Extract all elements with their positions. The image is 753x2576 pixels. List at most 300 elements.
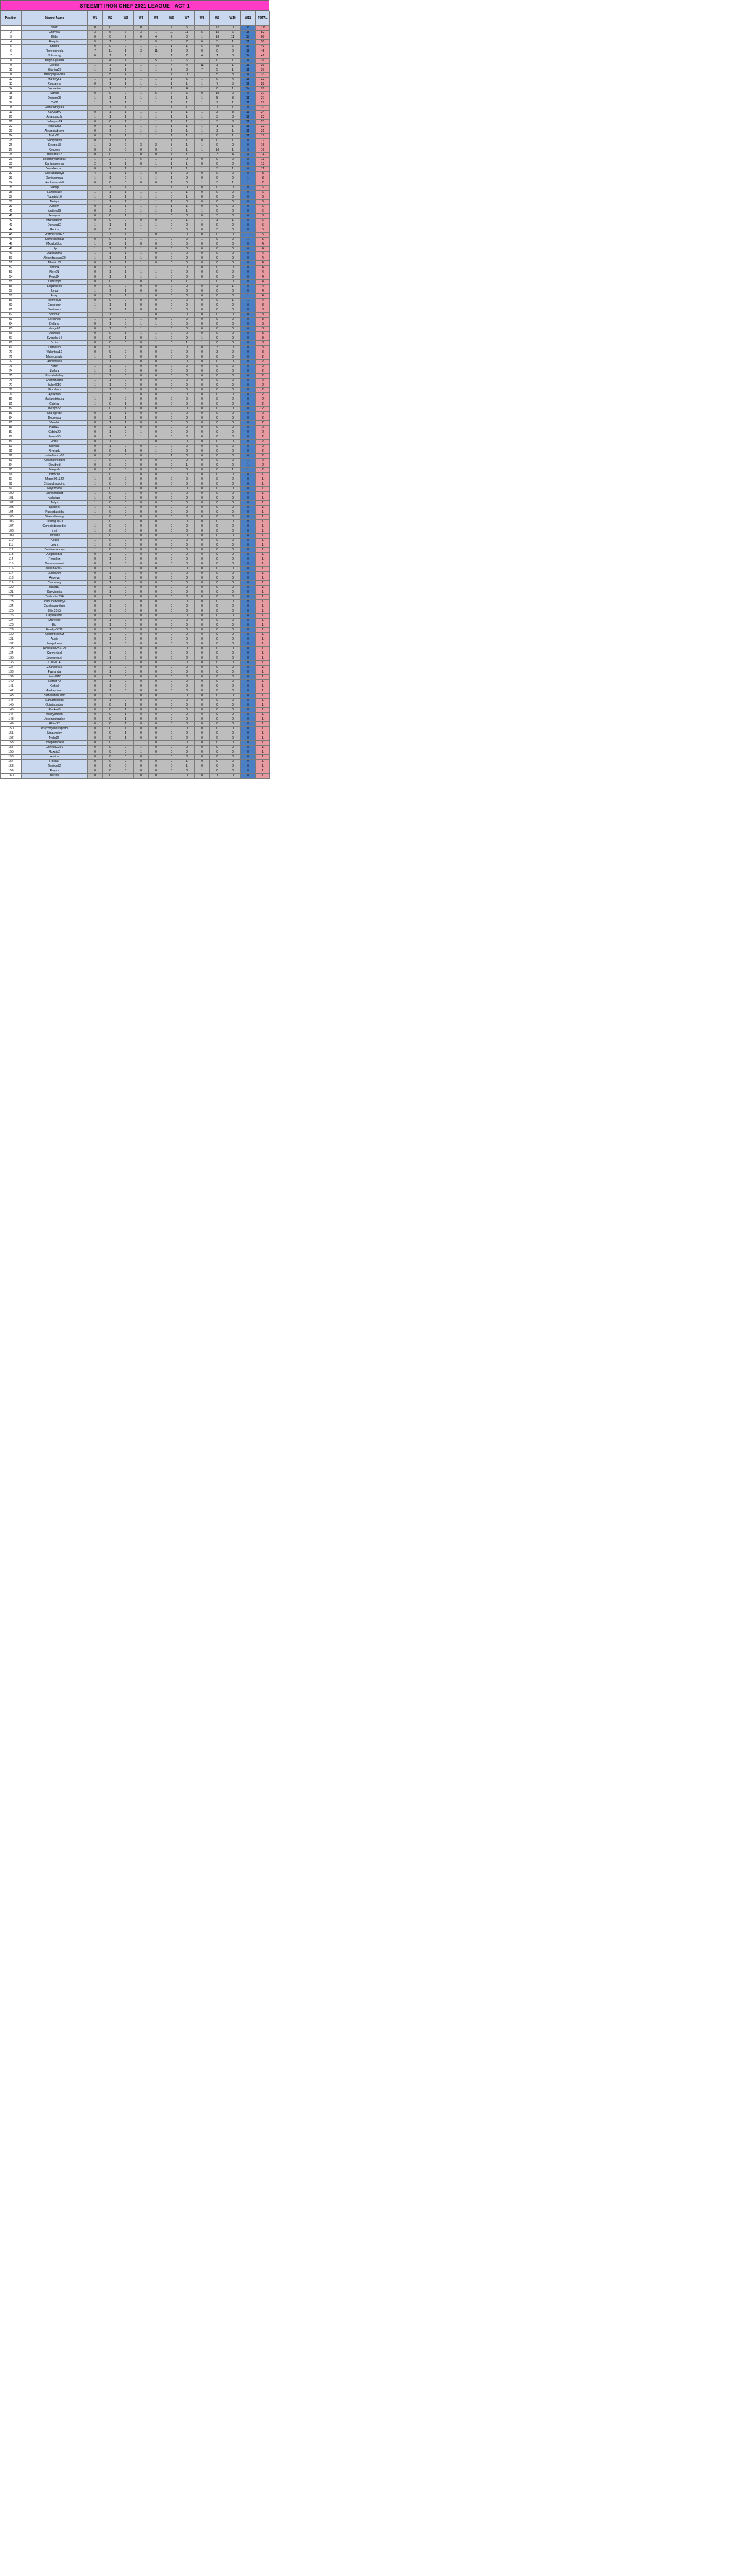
cell-w5: 0: [149, 708, 164, 713]
cell-name: Meivys: [22, 200, 88, 205]
cell-name: Mariarodriguez: [22, 397, 88, 402]
cell-w5: 0: [149, 435, 164, 440]
cell-w7: 0: [179, 567, 195, 572]
cell-w7: 0: [179, 656, 195, 661]
cell-w3: 1: [118, 195, 134, 200]
cell-w7: 0: [179, 459, 195, 463]
cell-total: 2: [256, 379, 270, 383]
cell-w2: 1: [103, 125, 118, 129]
cell-position: 105: [1, 515, 22, 520]
cell-w4: 3: [134, 31, 149, 35]
cell-w11: 0: [241, 557, 256, 562]
cell-w1: 0: [88, 266, 103, 270]
cell-total: 1: [256, 501, 270, 506]
cell-w2: 1: [103, 416, 118, 421]
cell-w11: 0: [241, 760, 256, 764]
cell-w10: 0: [225, 524, 241, 529]
cell-position: 5: [1, 45, 22, 49]
cell-w1: 0: [88, 562, 103, 567]
cell-w6: 1: [164, 167, 179, 172]
cell-w8: 0: [195, 755, 210, 760]
cell-w5: 0: [149, 242, 164, 247]
cell-w10: 0: [225, 336, 241, 341]
header-w8: W8: [195, 11, 210, 26]
cell-w10: 0: [225, 435, 241, 440]
cell-w5: 0: [149, 670, 164, 675]
cell-w9: 0: [210, 496, 225, 501]
cell-name: Anandavzla: [22, 115, 88, 120]
cell-w10: 1: [225, 129, 241, 134]
cell-w5: 1: [149, 191, 164, 195]
cell-w9: 0: [210, 572, 225, 576]
cell-w4: 0: [134, 506, 149, 510]
cell-total: 27: [256, 96, 270, 101]
cell-w6: 0: [164, 219, 179, 223]
cell-w2: 1: [103, 562, 118, 567]
cell-position: 38: [1, 200, 22, 205]
cell-position: 59: [1, 299, 22, 303]
cell-w3: 0: [118, 430, 134, 435]
cell-w3: 1: [118, 449, 134, 454]
cell-w6: 0: [164, 303, 179, 308]
table-row: [1, 68, 270, 73]
cell-name: Keydoce: [22, 148, 88, 153]
cell-name: A-alice: [22, 755, 88, 760]
table-row: [1, 355, 270, 360]
cell-w9: 0: [210, 689, 225, 694]
cell-name: Luismiguel23: [22, 520, 88, 524]
cell-w3: 0: [118, 581, 134, 586]
cell-w3: 0: [118, 651, 134, 656]
cell-w11: 0: [241, 477, 256, 482]
cell-w4: 1: [134, 92, 149, 96]
cell-w10: 4: [225, 78, 241, 82]
cell-w8: 0: [195, 482, 210, 487]
cell-w6: 0: [164, 430, 179, 435]
cell-w2: 1: [103, 670, 118, 675]
cell-w9: 0: [210, 421, 225, 426]
cell-w1: 0: [88, 694, 103, 699]
cell-w9: 1: [210, 125, 225, 129]
cell-w9: 0: [210, 717, 225, 722]
cell-w3: 0: [118, 600, 134, 604]
cell-w7: 0: [179, 445, 195, 449]
cell-w6: 0: [164, 731, 179, 736]
cell-w10: 0: [225, 548, 241, 553]
cell-w6: 1: [164, 101, 179, 106]
cell-w8: 1: [195, 59, 210, 64]
cell-w6: 1: [164, 87, 179, 92]
cell-w8: 0: [195, 327, 210, 332]
cell-w10: 0: [225, 510, 241, 515]
cell-position: 51: [1, 261, 22, 266]
cell-w7: 0: [179, 228, 195, 233]
cell-w6: 0: [164, 651, 179, 656]
cell-w8: 1: [195, 120, 210, 125]
table-row: [1, 341, 270, 346]
cell-total: 1: [256, 769, 270, 774]
cell-w5: 1: [149, 68, 164, 73]
cell-total: 2: [256, 402, 270, 407]
cell-w7: 0: [179, 736, 195, 741]
cell-w7: 0: [179, 426, 195, 430]
cell-w10: 0: [225, 769, 241, 774]
cell-w1: 1: [88, 308, 103, 313]
cell-w10: 0: [225, 252, 241, 256]
cell-w11: 17: [241, 35, 256, 40]
cell-name: Nahumsamuel: [22, 562, 88, 567]
cell-w10: 0: [225, 421, 241, 426]
cell-w1: 1: [88, 96, 103, 101]
cell-position: 64: [1, 322, 22, 327]
cell-w5: 1: [149, 445, 164, 449]
cell-w1: 0: [88, 689, 103, 694]
cell-position: 89: [1, 440, 22, 445]
cell-name: Sonimar: [22, 313, 88, 318]
cell-total: 1: [256, 590, 270, 595]
table-row: [1, 26, 270, 31]
table-row: [1, 449, 270, 454]
cell-w3: 0: [118, 699, 134, 703]
cell-w4: 0: [134, 600, 149, 604]
cell-w5: 0: [149, 383, 164, 388]
cell-w2: 11: [103, 49, 118, 54]
cell-w11: 0: [241, 421, 256, 426]
cell-w3: 0: [118, 463, 134, 468]
cell-w8: 1: [195, 143, 210, 148]
cell-w9: 0: [210, 553, 225, 557]
cell-w7: 1: [179, 120, 195, 125]
cell-w2: 1: [103, 205, 118, 209]
cell-total: 2: [256, 440, 270, 445]
cell-total: 4: [256, 266, 270, 270]
cell-total: 2: [256, 445, 270, 449]
cell-w4: 1: [134, 214, 149, 219]
cell-w6: 0: [164, 350, 179, 355]
cell-w9: 5: [210, 73, 225, 78]
cell-w5: 1: [149, 266, 164, 270]
cell-w9: 0: [210, 529, 225, 534]
cell-total: 32: [256, 78, 270, 82]
cell-w4: 0: [134, 567, 149, 572]
cell-w1: 0: [88, 449, 103, 454]
cell-w3: 0: [118, 393, 134, 397]
cell-w5: 1: [149, 162, 164, 167]
cell-w11: 11: [241, 129, 256, 134]
cell-w7: 0: [179, 562, 195, 567]
cell-w5: 0: [149, 492, 164, 496]
cell-w1: 0: [88, 332, 103, 336]
cell-w11: 0: [241, 487, 256, 492]
cell-w8: 0: [195, 449, 210, 454]
cell-total: 6: [256, 209, 270, 214]
cell-w10: 0: [225, 322, 241, 327]
cell-position: 84: [1, 416, 22, 421]
cell-w8: 0: [195, 600, 210, 604]
table-row: [1, 59, 270, 64]
header-w1: W1: [88, 11, 103, 26]
cell-w8: 1: [195, 106, 210, 111]
cell-w10: 0: [225, 350, 241, 355]
cell-position: 150: [1, 727, 22, 731]
cell-w2: 1: [103, 369, 118, 374]
cell-w6: 0: [164, 379, 179, 383]
cell-w8: 5: [195, 31, 210, 35]
cell-w9: 0: [210, 628, 225, 633]
cell-total: 4: [256, 299, 270, 303]
cell-w7: 0: [179, 318, 195, 322]
cell-w6: 0: [164, 289, 179, 294]
cell-w1: 1: [88, 534, 103, 539]
table-row: [1, 153, 270, 158]
cell-w9: 0: [210, 651, 225, 656]
cell-w11: 4: [241, 153, 256, 158]
cell-name: Danielish: [22, 346, 88, 350]
cell-w10: 0: [225, 313, 241, 318]
cell-w5: 0: [149, 524, 164, 529]
cell-w7: 0: [179, 637, 195, 642]
cell-w1: 3: [88, 31, 103, 35]
cell-name: Ajosefina: [22, 393, 88, 397]
cell-w8: 1: [195, 35, 210, 40]
cell-w11: 0: [241, 539, 256, 543]
cell-w4: 0: [134, 515, 149, 520]
cell-w7: 0: [179, 689, 195, 694]
cell-w8: 1: [195, 101, 210, 106]
cell-w5: 0: [149, 463, 164, 468]
cell-w11: 11: [241, 111, 256, 115]
cell-name: Margoth: [22, 468, 88, 473]
cell-w11: 0: [241, 191, 256, 195]
cell-name: Karla-jaen: [22, 496, 88, 501]
cell-w9: 3: [210, 111, 225, 115]
cell-w2: 0: [103, 45, 118, 49]
cell-w10: 0: [225, 318, 241, 322]
cell-total: 1: [256, 703, 270, 708]
cell-total: 1: [256, 713, 270, 717]
cell-w3: 0: [118, 482, 134, 487]
cell-w10: 0: [225, 619, 241, 623]
cell-w2: 1: [103, 567, 118, 572]
cell-total: 24: [256, 111, 270, 115]
cell-w7: 0: [179, 275, 195, 280]
cell-total: 1: [256, 708, 270, 713]
cell-w6: 0: [164, 680, 179, 684]
cell-w9: 0: [210, 595, 225, 600]
cell-w5: 0: [149, 647, 164, 651]
cell-w7: 0: [179, 355, 195, 360]
cell-position: 114: [1, 557, 22, 562]
table-row: [1, 760, 270, 764]
cell-w8: 0: [195, 256, 210, 261]
cell-name: Drhira: [22, 341, 88, 346]
cell-w4: 1: [134, 209, 149, 214]
cell-w10: 1: [225, 148, 241, 153]
cell-w10: 0: [225, 158, 241, 162]
cell-w10: 0: [225, 774, 241, 779]
cell-w11: 0: [241, 774, 256, 779]
cell-w7: 0: [179, 515, 195, 520]
cell-w10: 0: [225, 205, 241, 209]
cell-w2: 0: [103, 543, 118, 548]
cell-w9: 0: [210, 736, 225, 741]
cell-position: 117: [1, 572, 22, 576]
cell-position: 30: [1, 162, 22, 167]
cell-w1: 0: [88, 642, 103, 647]
cell-w10: 0: [225, 463, 241, 468]
table-row: [1, 515, 270, 520]
table-row: [1, 661, 270, 666]
cell-w10: 0: [225, 275, 241, 280]
cell-total: 2: [256, 468, 270, 473]
cell-w11: 0: [241, 318, 256, 322]
cell-w2: 1: [103, 96, 118, 101]
cell-w11: 0: [241, 350, 256, 355]
cell-w5: 0: [149, 637, 164, 642]
cell-w4: 0: [134, 473, 149, 477]
cell-total: 49: [256, 45, 270, 49]
cell-w8: 0: [195, 595, 210, 600]
cell-w4: 0: [134, 393, 149, 397]
cell-w7: 0: [179, 158, 195, 162]
cell-position: 93: [1, 459, 22, 463]
cell-w3: 1: [118, 106, 134, 111]
cell-w6: 0: [164, 327, 179, 332]
cell-w11: 0: [241, 167, 256, 172]
cell-w3: 0: [118, 209, 134, 214]
cell-w2: 0: [103, 92, 118, 96]
cell-w2: 1: [103, 586, 118, 590]
cell-w7: 0: [179, 614, 195, 619]
cell-name: Danielb2: [22, 534, 88, 539]
cell-w5: 0: [149, 379, 164, 383]
table-row: [1, 562, 270, 567]
cell-position: 111: [1, 543, 22, 548]
cell-w1: 0: [88, 684, 103, 689]
cell-w7: 0: [179, 576, 195, 581]
cell-w6: 0: [164, 393, 179, 397]
cell-w8: 0: [195, 270, 210, 275]
cell-w7: 0: [179, 731, 195, 736]
cell-w3: 0: [118, 388, 134, 393]
cell-name: Jorqui: [22, 289, 88, 294]
cell-w10: 0: [225, 590, 241, 595]
cell-w3: 1: [118, 186, 134, 191]
cell-w4: 0: [134, 548, 149, 553]
cell-w5: 1: [149, 280, 164, 285]
cell-w9: 7: [210, 106, 225, 111]
cell-w8: 0: [195, 299, 210, 303]
cell-w7: 0: [179, 633, 195, 637]
cell-w10: 0: [225, 482, 241, 487]
cell-w1: 1: [88, 393, 103, 397]
cell-w1: 1: [88, 492, 103, 496]
cell-position: 92: [1, 454, 22, 459]
cell-w2: 1: [103, 167, 118, 172]
cell-position: 67: [1, 336, 22, 341]
cell-w2: 0: [103, 769, 118, 774]
cell-w11: 0: [241, 666, 256, 670]
cell-w2: 1: [103, 261, 118, 266]
cell-w11: 0: [241, 162, 256, 167]
cell-w7: 0: [179, 590, 195, 595]
cell-w8: 1: [195, 129, 210, 134]
cell-w11: 0: [241, 482, 256, 487]
cell-w3: 1: [118, 64, 134, 68]
cell-position: 149: [1, 722, 22, 727]
cell-w6: 0: [164, 764, 179, 769]
cell-w10: 0: [225, 397, 241, 402]
cell-w11: 0: [241, 205, 256, 209]
cell-w1: 1: [88, 496, 103, 501]
cell-position: 3: [1, 35, 22, 40]
cell-w3: 0: [118, 666, 134, 670]
table-row: [1, 238, 270, 242]
cell-w11: 0: [241, 360, 256, 365]
cell-w6: 1: [164, 209, 179, 214]
cell-w2: 1: [103, 647, 118, 651]
cell-w2: 0: [103, 459, 118, 463]
cell-w8: 0: [195, 628, 210, 633]
cell-name: Yahncito: [22, 473, 88, 477]
cell-w11: 0: [241, 186, 256, 191]
cell-w11: 0: [241, 252, 256, 256]
cell-w3: 0: [118, 539, 134, 543]
table-row: [1, 699, 270, 703]
cell-w3: 1: [118, 717, 134, 722]
cell-w2: 0: [103, 539, 118, 543]
cell-name: Roxalis2: [22, 750, 88, 755]
cell-w8: 0: [195, 619, 210, 623]
cell-w6: 0: [164, 294, 179, 299]
cell-w10: 0: [225, 294, 241, 299]
cell-total: 16: [256, 148, 270, 153]
cell-w4: 1: [134, 54, 149, 59]
cell-w7: 0: [179, 628, 195, 633]
cell-position: 146: [1, 708, 22, 713]
cell-w8: 0: [195, 477, 210, 482]
cell-w7: 0: [179, 708, 195, 713]
cell-w2: 0: [103, 506, 118, 510]
cell-w9: 0: [210, 445, 225, 449]
cell-w5: 0: [149, 148, 164, 153]
cell-w1: 1: [88, 87, 103, 92]
cell-w6: 0: [164, 223, 179, 228]
cell-w10: 0: [225, 529, 241, 534]
cell-w11: 0: [241, 647, 256, 651]
cell-w8: 1: [195, 769, 210, 774]
cell-position: 127: [1, 619, 22, 623]
table-row: [1, 195, 270, 200]
cell-w4: 1: [134, 64, 149, 68]
cell-w1: 0: [88, 270, 103, 275]
cell-w5: 0: [149, 510, 164, 515]
cell-w9: 0: [210, 238, 225, 242]
cell-w9: 0: [210, 322, 225, 327]
cell-w9: 0: [210, 313, 225, 318]
cell-w10: 0: [225, 609, 241, 614]
cell-w5: 0: [149, 219, 164, 223]
cell-w2: 0: [103, 755, 118, 760]
cell-position: 107: [1, 524, 22, 529]
cell-w2: 0: [103, 449, 118, 454]
cell-w3: 0: [118, 501, 134, 506]
cell-w1: 1: [88, 158, 103, 162]
table-row: [1, 750, 270, 755]
cell-w1: 1: [88, 186, 103, 191]
table-row: [1, 96, 270, 101]
cell-w10: 1: [225, 219, 241, 223]
